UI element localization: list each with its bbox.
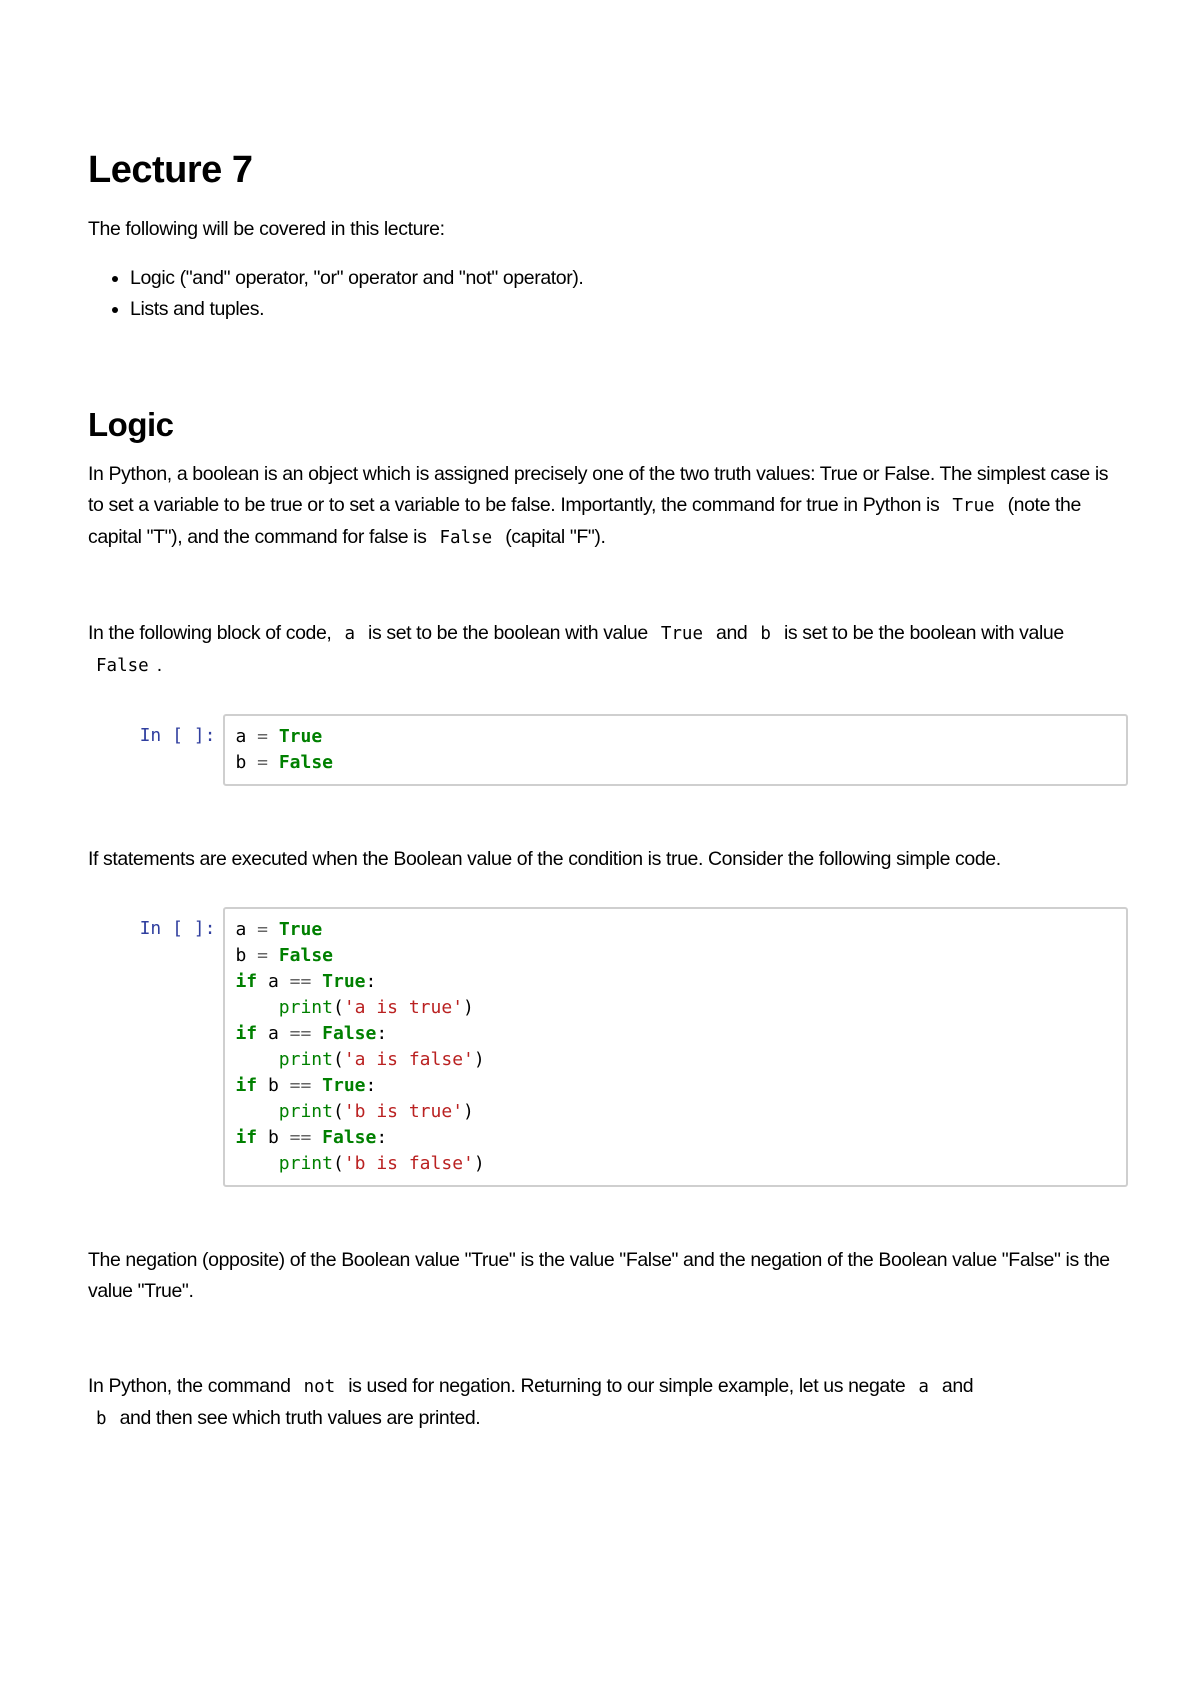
code-block-intro-paragraph: In the following block of code, a is set to be the boolean with value True and b is set to be the boolean with value False . bbox=[88, 622, 1064, 677]
list-item: • Lists and tuples. bbox=[130, 294, 1128, 325]
code-line: print('b is false') bbox=[278, 1153, 485, 1175]
inline-code-b: b bbox=[96, 1409, 107, 1430]
inline-code-not: not bbox=[303, 1377, 336, 1398]
code-line: a = True bbox=[235, 726, 323, 748]
code-line: if b == True: bbox=[235, 1075, 377, 1097]
intro-text: The following will be covered in this lecture: bbox=[88, 217, 445, 240]
code-editor[interactable] bbox=[223, 907, 1128, 1187]
code-line: print('a is false') bbox=[278, 1049, 485, 1071]
code-cell-1 bbox=[124, 714, 1128, 786]
boolean-intro-paragraph: In Python, a boolean is an object which is assigned precisely one of the two truth values: True or False. The simplest case is to set a variable to be true or to set a variable to be false. Importantly, the command for true in Python is True (note the capital "T"), and the command for false is False (capital "F"). bbox=[88, 463, 1109, 549]
inline-code-a: a bbox=[918, 1377, 929, 1398]
code-line: print('b is true') bbox=[278, 1101, 474, 1123]
inline-code-b: b bbox=[760, 624, 771, 645]
not-command-paragraph: In Python, the command not is used for negation. Returning to our simple example, let us negate a and b and then see which truth values are printed. bbox=[88, 1375, 974, 1430]
code-line: print('a is true') bbox=[278, 997, 474, 1019]
code-line: if a == True: bbox=[235, 971, 377, 993]
code-line: if b == False: bbox=[235, 1127, 388, 1149]
code-editor[interactable] bbox=[223, 714, 1128, 786]
code-cell-2 bbox=[124, 907, 1128, 1187]
section-heading-logic: Logic bbox=[88, 405, 174, 443]
list-item: • Logic ("and" operator, "or" operator and "not" operator). bbox=[130, 263, 1128, 294]
if-statement-paragraph: If statements are executed when the Boolean value of the condition is true. Consider the following simple code. bbox=[88, 848, 1001, 871]
code-line: b = False bbox=[235, 752, 333, 774]
code-line: if a == False: bbox=[235, 1023, 388, 1045]
negation-paragraph: The negation (opposite) of the Boolean value "True" is the value "False" and the negation of the Boolean value "False" is the value "True". bbox=[88, 1249, 1110, 1303]
code-line: a = True bbox=[235, 919, 323, 941]
code-line: b = False bbox=[235, 945, 333, 967]
page-title: Lecture 7 bbox=[88, 149, 253, 191]
notebook-page bbox=[88, 150, 1128, 1435]
inline-code-true: True bbox=[660, 624, 704, 645]
inline-code-a: a bbox=[344, 624, 356, 645]
topic-list bbox=[88, 263, 1128, 325]
cell-prompt: In [ ]: bbox=[139, 918, 216, 940]
inline-code-false: False bbox=[439, 528, 493, 549]
cell-prompt: In [ ]: bbox=[139, 725, 216, 747]
inline-code-false: False bbox=[96, 656, 149, 677]
inline-code-true: True bbox=[952, 496, 995, 517]
